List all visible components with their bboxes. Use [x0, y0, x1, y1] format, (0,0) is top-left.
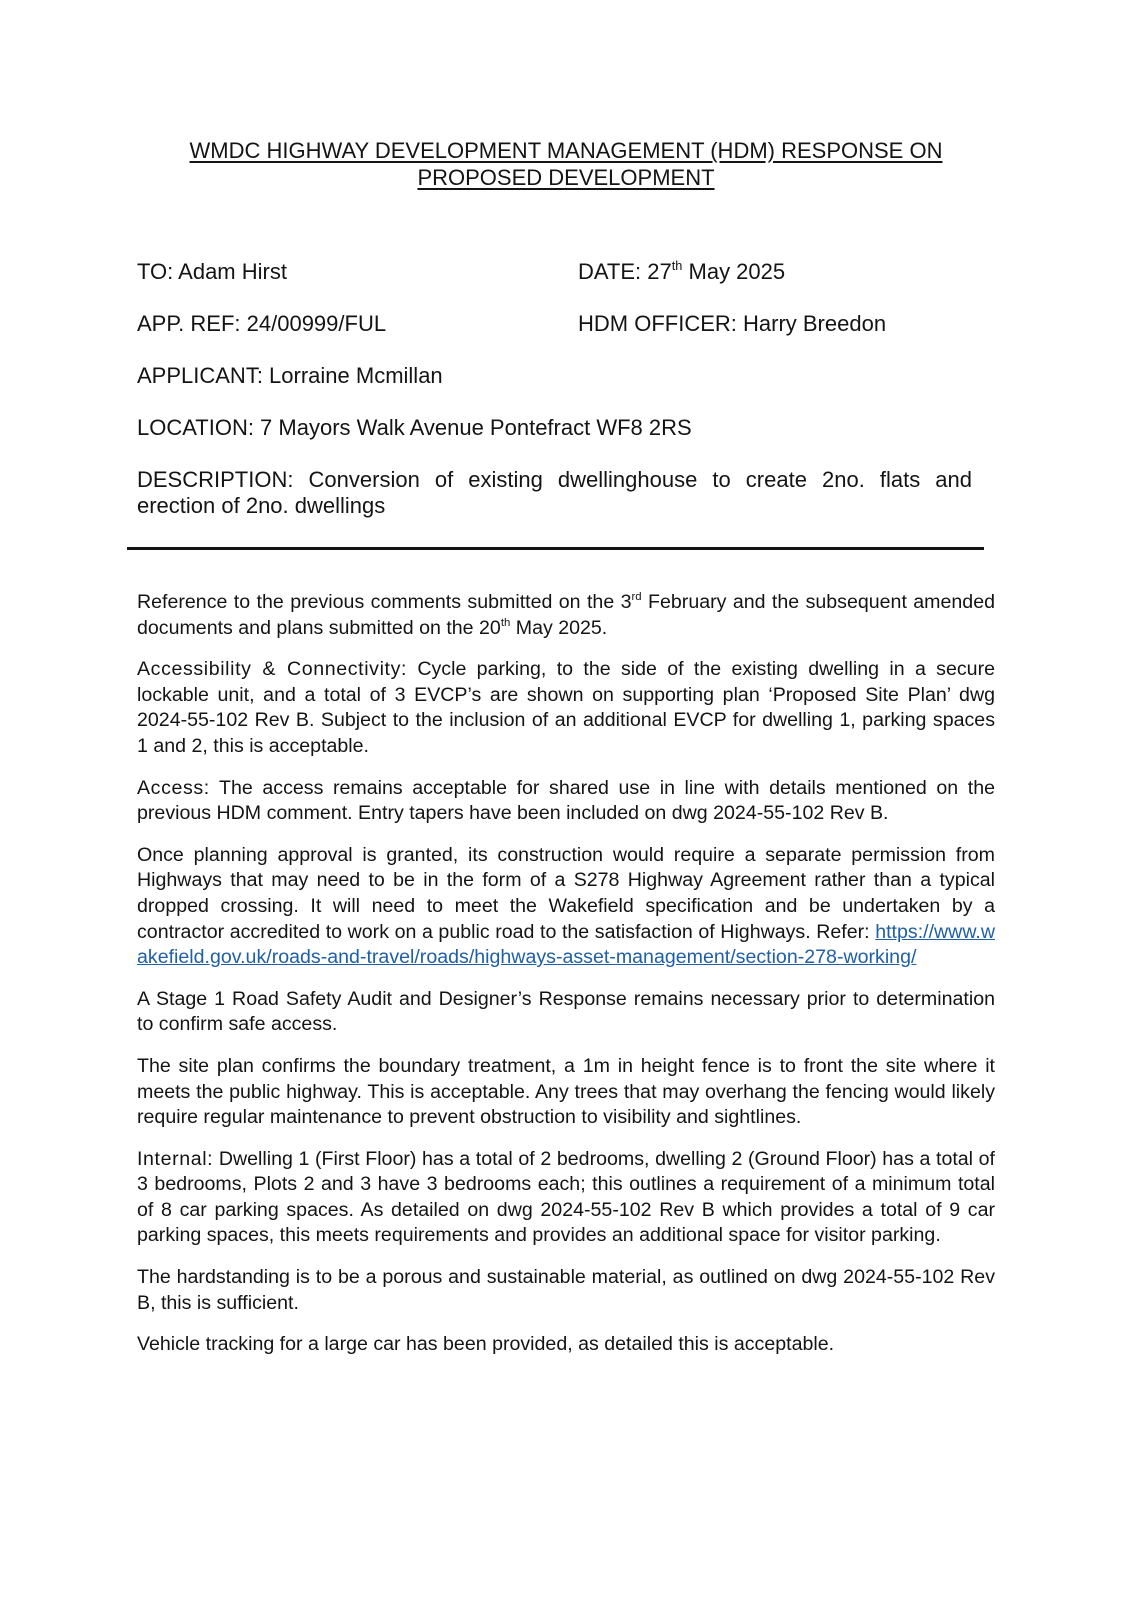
description-field	[137, 467, 972, 519]
date-suffix: May 2025	[682, 259, 786, 284]
p1-ordinal-2: th	[500, 616, 511, 629]
access-heading: Access:	[137, 776, 210, 799]
app-ref-field: APP. REF: 24/00999/FUL	[137, 311, 387, 336]
paragraph-internal	[137, 1147, 995, 1249]
response-body	[137, 590, 995, 1374]
paragraph-hardstanding: The hardstanding is to be a porous and sustainable material, as outlined on dwg 2024-55-102 Rev B, this is sufficient.	[137, 1266, 995, 1314]
title-line-1: WMDC HIGHWAY DEVELOPMENT MANAGEMENT (HDM) RESPONSE ON	[189, 138, 943, 163]
applicant-field: APPLICANT: Lorraine Mcmillan	[137, 363, 443, 388]
location-field: LOCATION: 7 Mayors Walk Avenue Pontefract WF8 2RS	[137, 415, 692, 440]
document-title	[140, 137, 992, 191]
internal-text: Dwelling 1 (First Floor) has a total of 2 bedrooms, dwelling 2 (Ground Floor) has a total of 3 bedrooms, Plots 2 and 3 have 3 bedrooms each; this outlines a requirement of a minimum total of 8 car parking spaces. As detailed on dwg 2024-55-102 Rev B which provides a total of 9 car parking spaces, this meets requirements and provides an additional space for visitor parking.	[137, 1147, 995, 1247]
p1-ordinal-1: rd	[631, 591, 642, 604]
paragraph-boundary: The site plan confirms the boundary treatment, a 1m in height fence is to front the site where it meets the public highway. This is acceptable. Any trees that may overhang the fencing would likely require regular maintenance to prevent obstruction to visibility and sightlines.	[137, 1054, 995, 1129]
section-divider	[127, 547, 984, 550]
paragraph-access	[137, 776, 995, 827]
paragraph-safety-audit: A Stage 1 Road Safety Audit and Designer’s Response remains necessary prior to determination to confirm safe access.	[137, 987, 995, 1036]
title-line-2: PROPOSED DEVELOPMENT	[417, 165, 715, 190]
accessibility-heading: Accessibility & Connectivity:	[137, 658, 408, 681]
paragraph-accessibility	[137, 657, 995, 759]
p1-text-c: May 2025.	[510, 616, 608, 639]
description-text: Conversion of existing dwellinghouse to create 2no. flats and erection of 2no. dwellings	[137, 467, 972, 518]
paragraph-vehicle-tracking: Vehicle tracking for a large car has been provided, as detailed this is acceptable.	[137, 1333, 835, 1356]
date-field	[578, 259, 785, 285]
paragraph-planning-approval	[137, 843, 995, 971]
internal-heading: Internal:	[137, 1147, 214, 1170]
accessibility-text: Cycle parking, to the side of the existing dwelling in a secure lockable unit, and a total of 3 EVCP’s are shown on supporting plan ‘Proposed Site Plan’ dwg 2024-55-102 Rev B. Subject to the inclusion of an additional EVCP for dwelling 1, parking spaces 1 and 2, this is acceptable.	[137, 658, 995, 757]
access-text: The access remains acceptable for shared use in line with details mentioned on the previous HDM comment. Entry tapers have been included on dwg 2024-55-102 Rev B.	[137, 776, 995, 825]
date-prefix: DATE: 27	[578, 259, 672, 284]
to-field: TO: Adam Hirst	[137, 259, 287, 284]
p1-text-a: Reference to the previous comments submitted on the 3	[137, 591, 632, 613]
hdm-officer-field: HDM OFFICER: Harry Breedon	[578, 311, 887, 336]
description-label: DESCRIPTION:	[137, 467, 294, 492]
p1-text-b: February and the subsequent amended documents and plans submitted on the 20	[137, 591, 995, 639]
paragraph-reference	[137, 590, 995, 641]
section-278-link[interactable]: https://www.wakefield.gov.uk/roads-and-travel/roads/highways-asset-management/section-278-working/	[137, 920, 995, 969]
planning-approval-text: Once planning approval is granted, its construction would require a separate permission from Highways that may need to be in the form of a S278 Highway Agreement rather than a typical dropped crossing. It will need to meet the Wakefield specification and be undertaken by a contractor accredited to work on a public road to the satisfaction of Highways. Refer:	[137, 843, 995, 943]
date-ordinal: th	[671, 258, 683, 274]
